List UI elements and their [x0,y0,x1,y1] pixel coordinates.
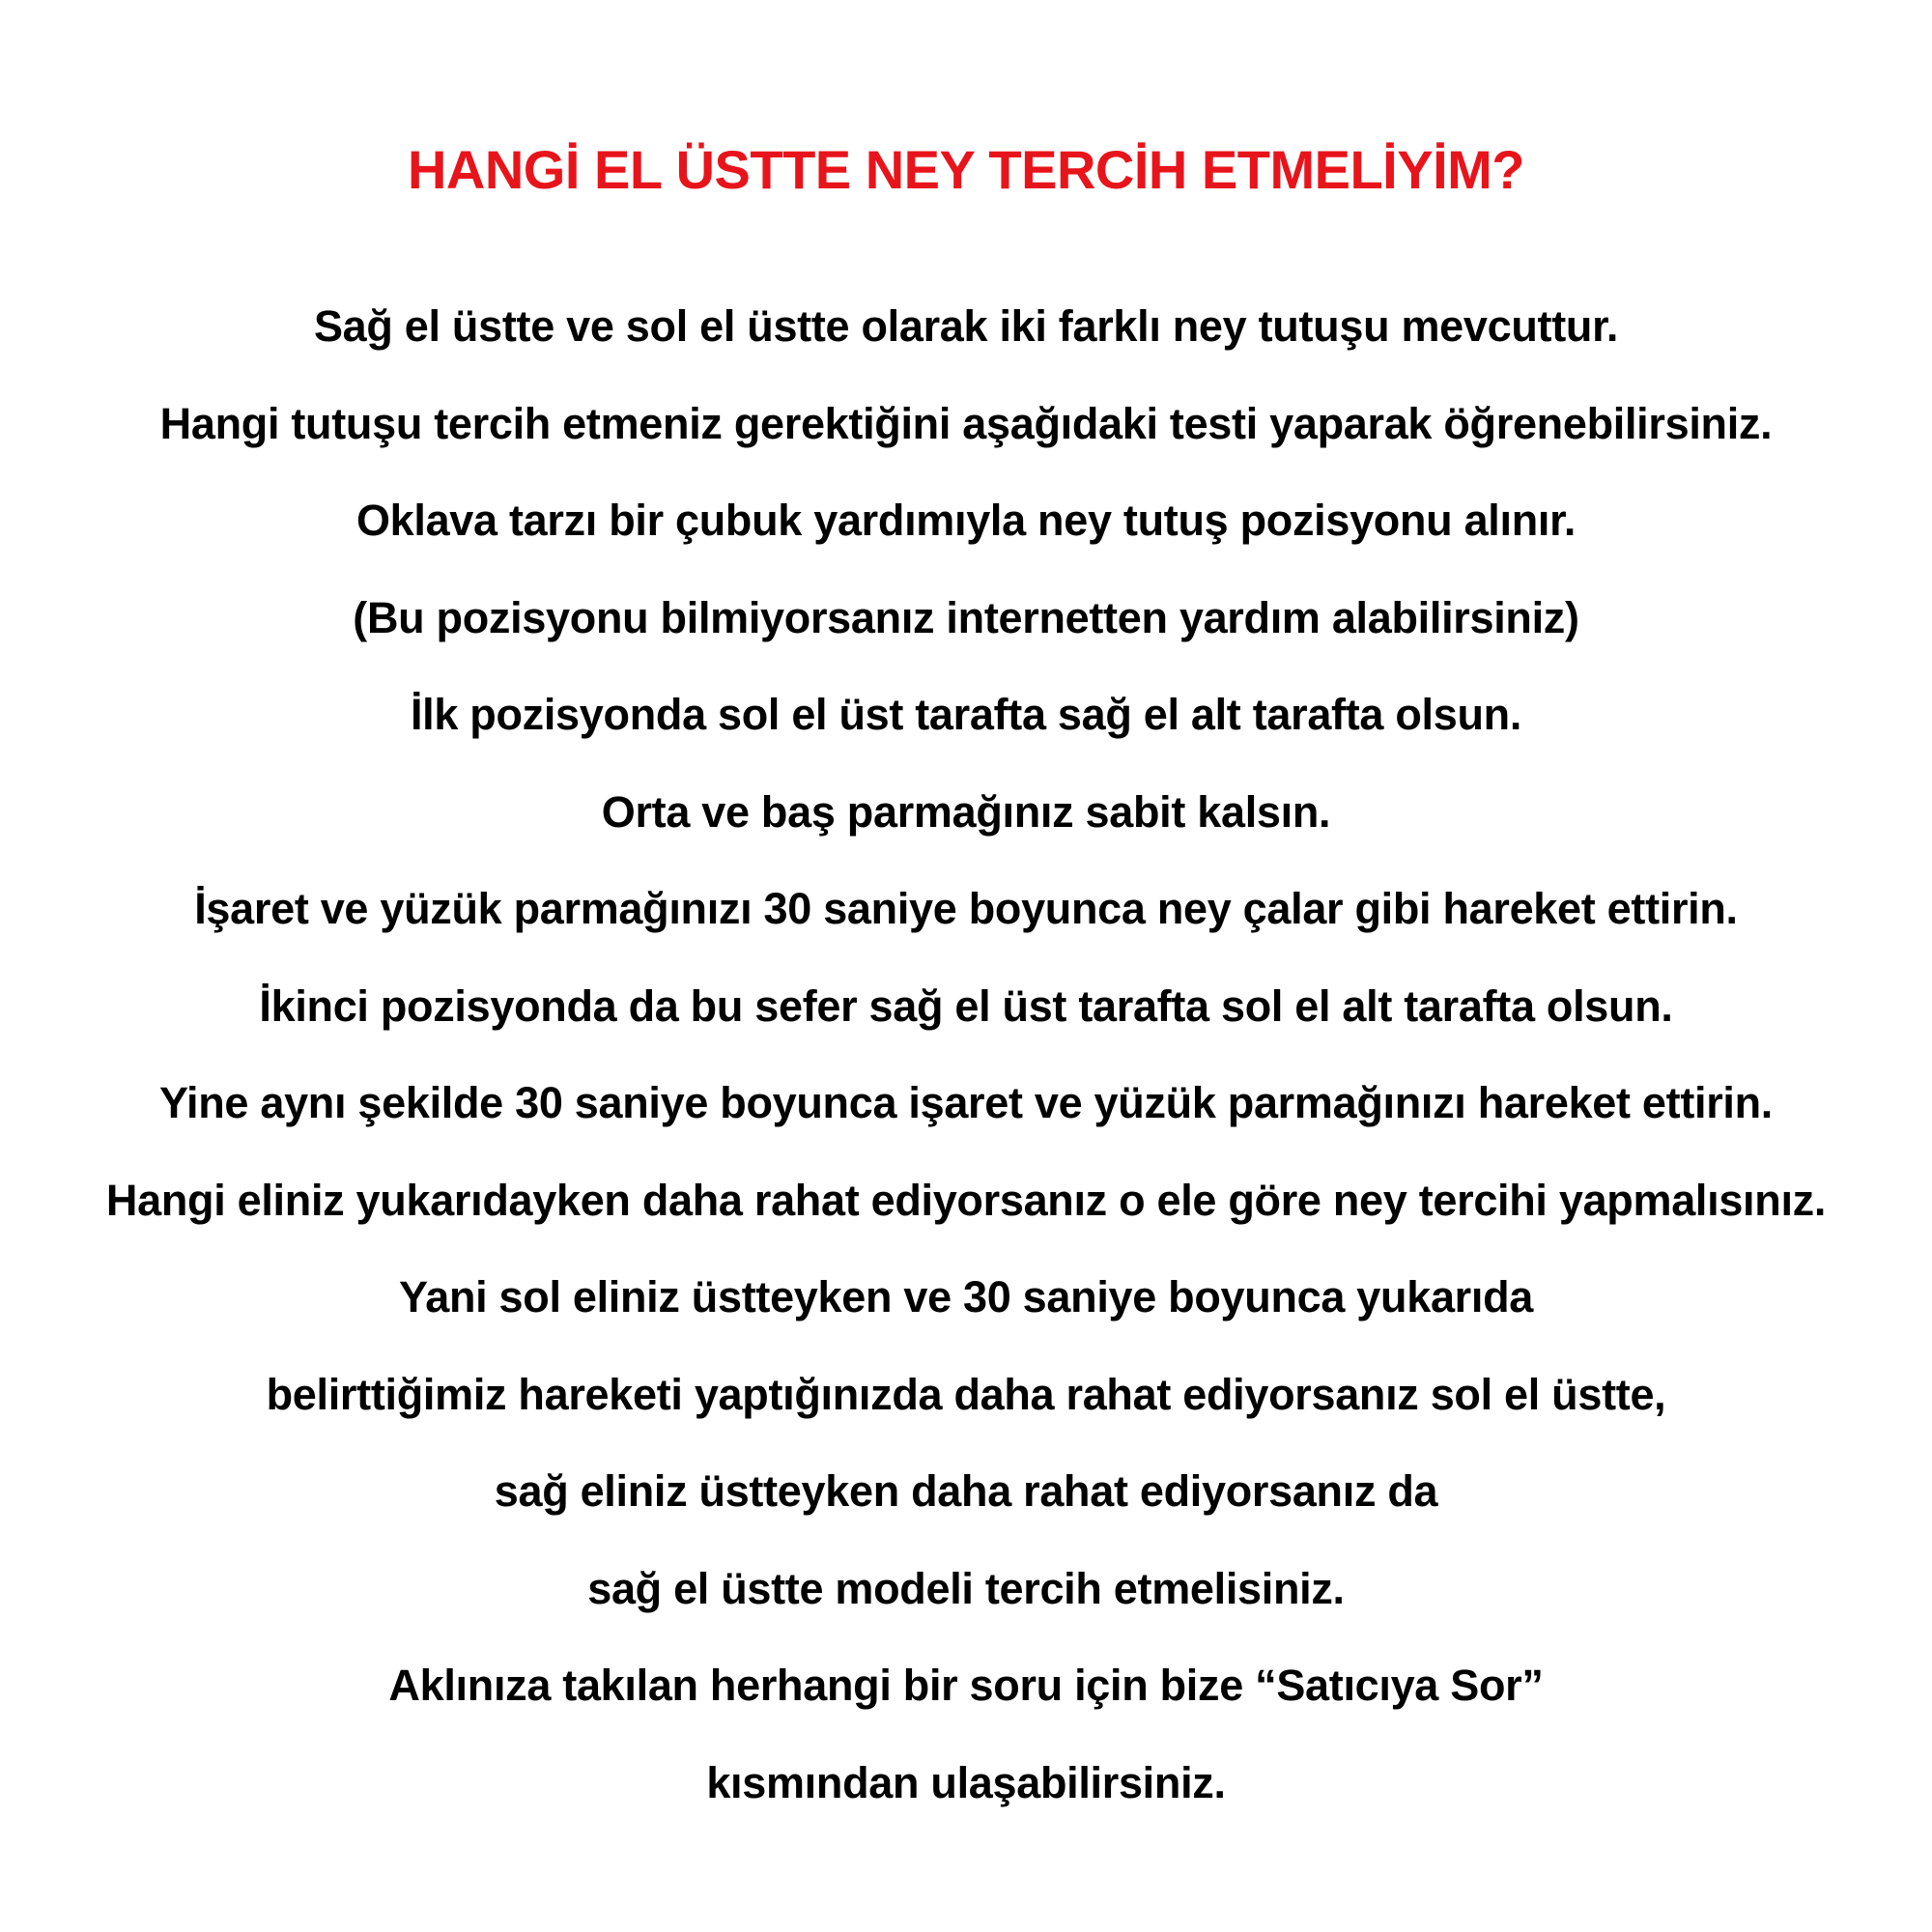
body-line: İkinci pozisyonda da bu sefer sağ el üst tarafta sol el alt tarafta olsun. [259,980,1673,1031]
body-line: Hangi tutuşu tercih etmeniz gerektiğini aşağıdaki testi yaparak öğrenebilirsiniz. [159,398,1773,448]
body-line: Yine aynı şekilde 30 saniye boyunca işaret ve yüzük parmağınızı hareket ettirin. [158,1078,1774,1127]
body-line: sağ el üstte modeli tercih etmelisiniz. [587,1563,1345,1613]
body-line: (Bu pozisyonu bilmiyorsanız internetten yardım alabilirsiniz) [353,592,1579,642]
body-line: Aklınıza takılan herhangi bir soru için bize “Satıcıya Sor” [388,1661,1544,1710]
body-line: belirttiğimiz hareketi yaptığınızda daha rahat ediyorsanız sol el üstte, [266,1369,1666,1419]
body-line: Orta ve baş parmağınız sabit kalsın. [601,786,1331,837]
body-line: sağ eliniz üstteyken daha rahat ediyorsanız da [494,1466,1438,1516]
document-title: HANGİ EL ÜSTTE NEY TERCİH ETMELİYİM? [407,139,1524,200]
body-line: İşaret ve yüzük parmağınızı 30 saniye boyunca ney çalar gibi hareket ettirin. [194,884,1738,933]
document-body [0,288,1932,1841]
body-line: Oklava tarzı bir çubuk yardımıyla ney tutuş pozisyonu alınır. [355,496,1577,545]
body-line: İlk pozisyonda sol el üst tarafta sağ el alt tarafta olsun. [410,690,1522,739]
body-line: Yani sol eliniz üstteyken ve 30 saniye boyunca yukarıda [398,1272,1534,1321]
body-line: kısmından ulaşabilirsiniz. [706,1757,1226,1807]
body-line: Sağ el üstte ve sol el üstte olarak iki farklı ney tutuşu mevcuttur. [313,301,1619,351]
body-line: Hangi eliniz yukarıdayken daha rahat ediyorsanız o ele göre ney tercihi yapmalısınız. [105,1175,1827,1225]
